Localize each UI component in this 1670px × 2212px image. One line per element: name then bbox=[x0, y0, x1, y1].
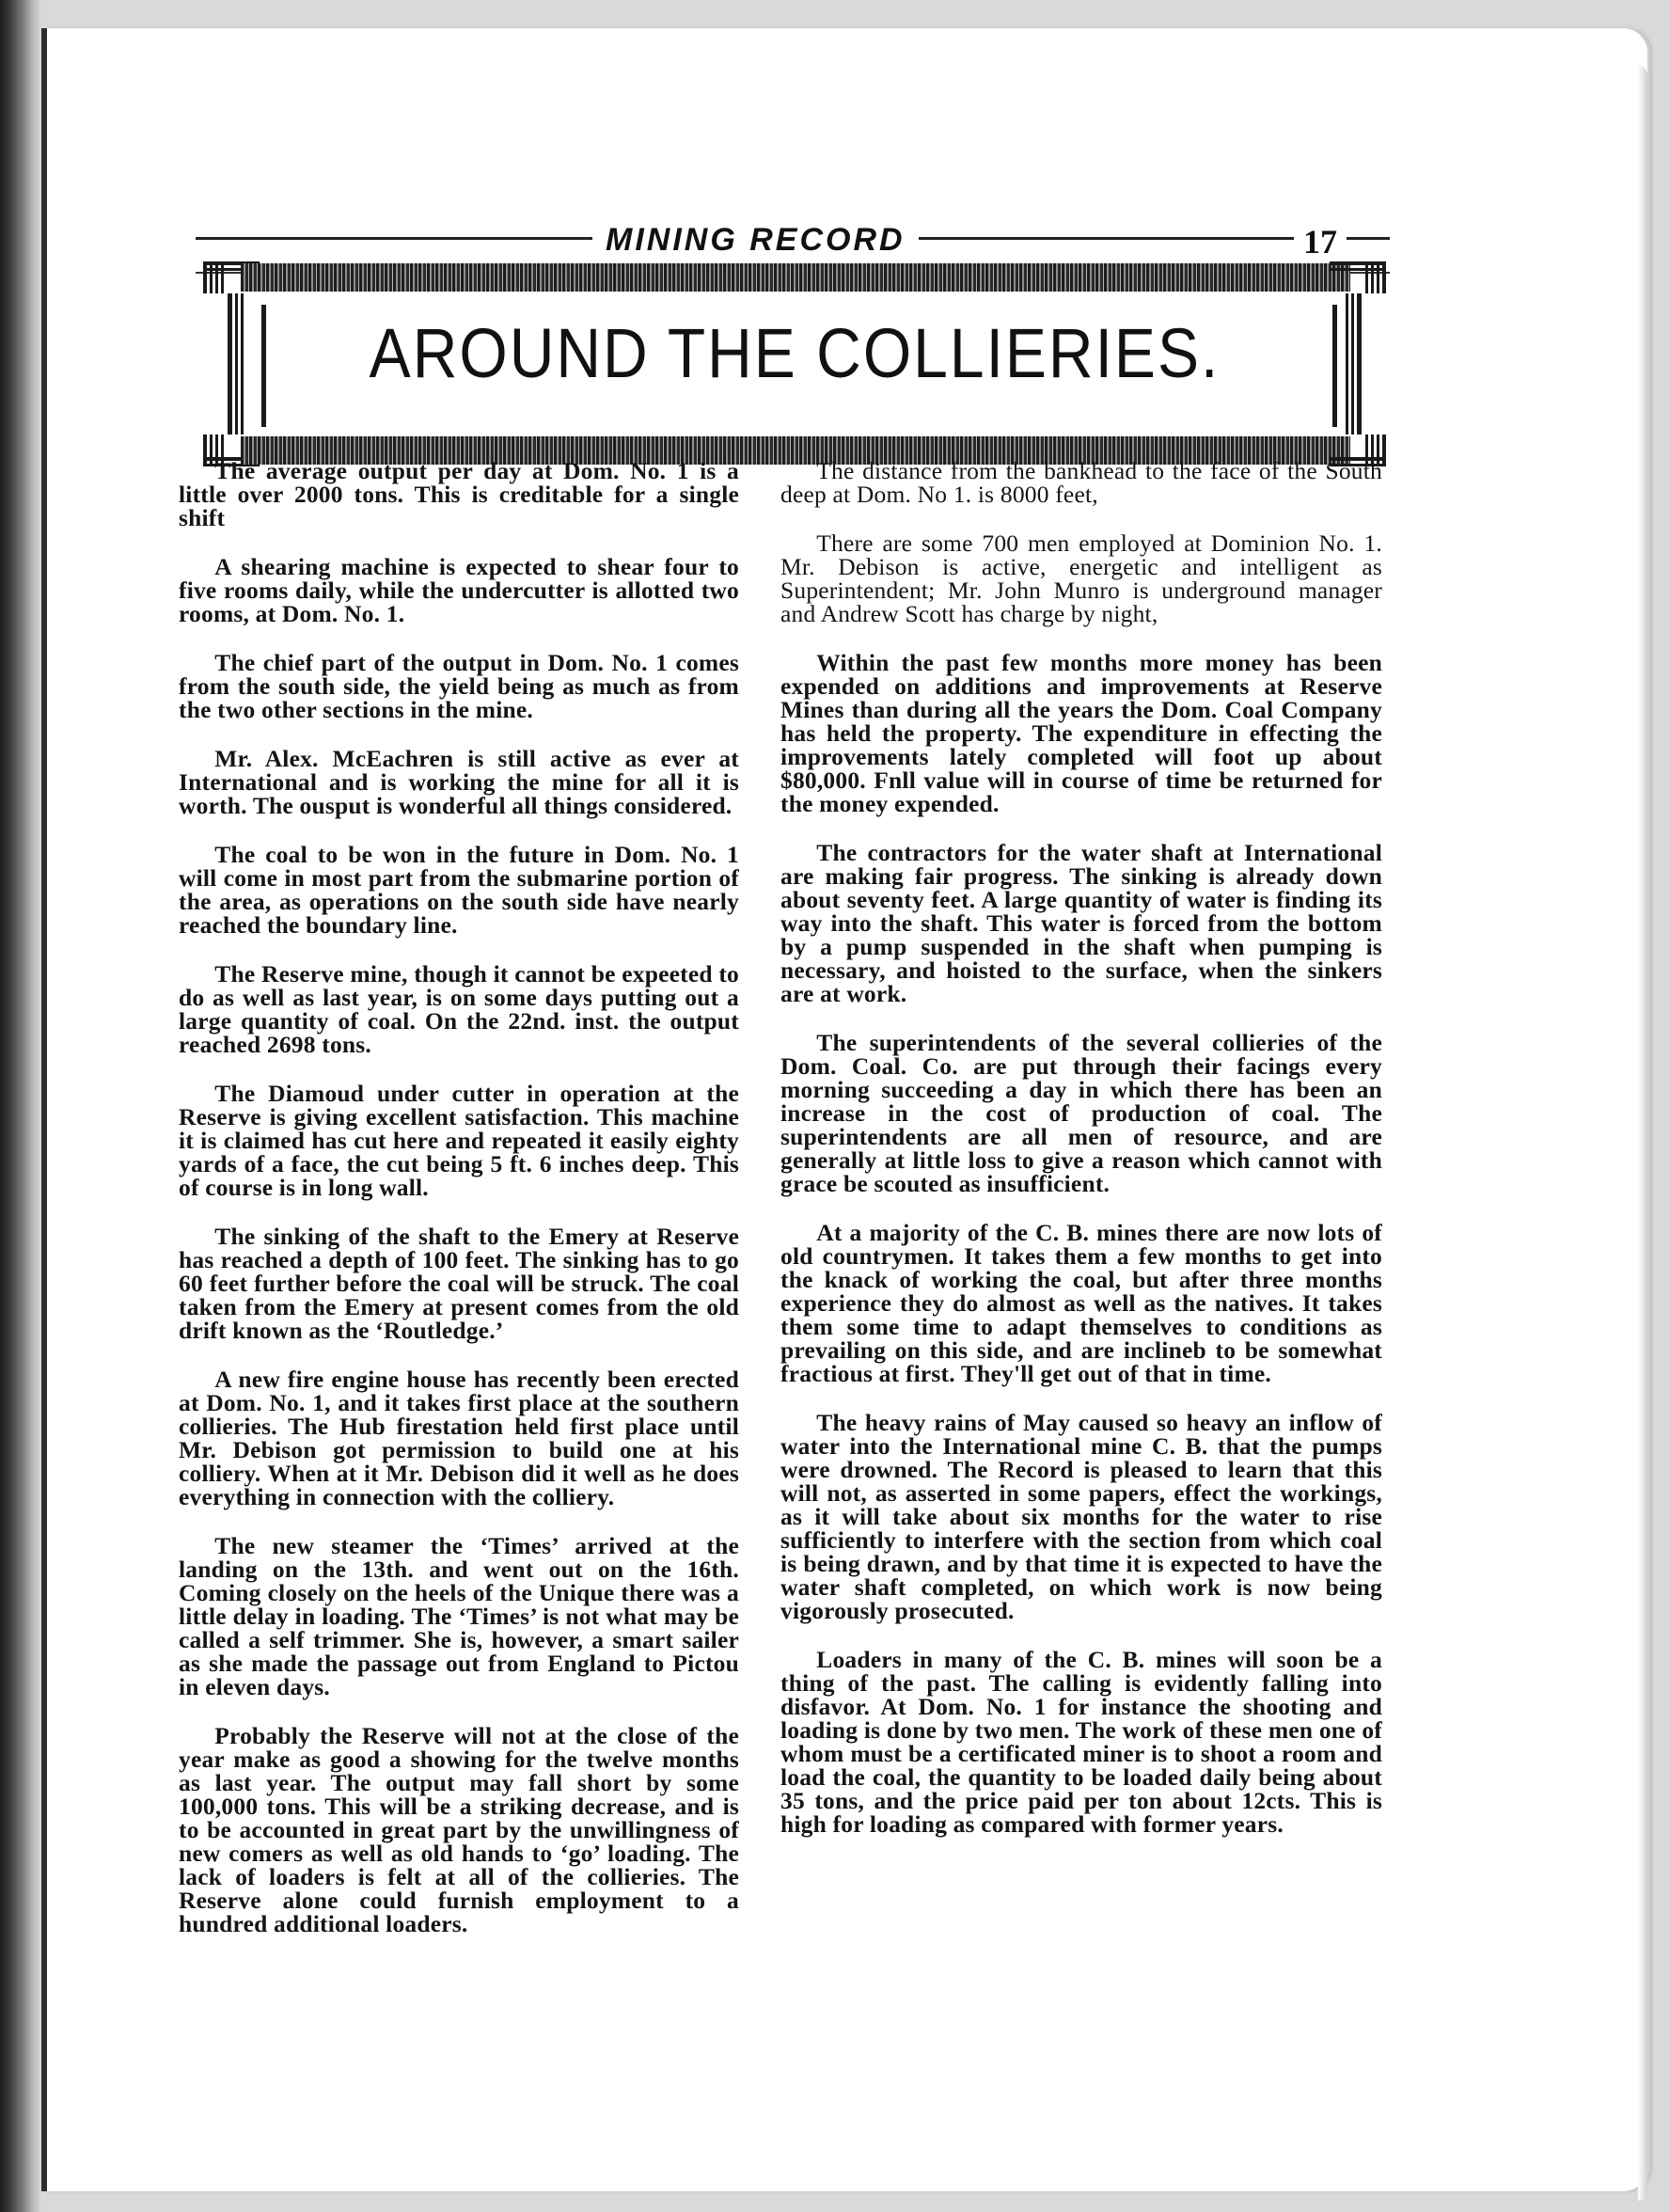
paragraph: There are some 700 men employed at Dominion No. 1. Mr. Debison is active, energetic and intelligent as Superintendent; Mr. John Munro is underground manager and Andrew Scott has charge by night, bbox=[780, 529, 1382, 627]
paragraph: A new fire engine house has recently been erected at Dom. No. 1, and it takes first place at the southern collieries. The Hub firestation held first place until Mr. Debison got permission to build one at his colliery. When at it Mr. Debison did it well as he does everything in connection with the colliery. bbox=[179, 1366, 739, 1510]
paragraph: Probably the Reserve will not at the close of the year make as good a showing for the twelve months as last year. The output may fall short by some 100,000 tons. This will be a striking decrease, and is to be accounted in great part by the unwillingness of new comers as well as old hands to ‘go’ loading. The lack of loaders is felt at all of the collieries. The Reserve alone could furnish employment to a hundred additional loaders. bbox=[179, 1722, 739, 1937]
running-title: MINING RECORD bbox=[592, 218, 919, 261]
headline: AROUND THE COLLIERIES. bbox=[369, 313, 1221, 392]
paragraph: The sinking of the shaft to the Emery at Reserve has reached a depth of 100 feet. The sinking has to go 60 feet further before the coal will be struck. The coal taken from the Emery at present comes from the old drift known as the ‘Routledge.’ bbox=[179, 1223, 739, 1344]
paragraph: The average output per day at Dom. No. 1 is a little over 2000 tons. This is creditable for a single shift bbox=[179, 457, 739, 531]
page-spine bbox=[41, 28, 47, 2191]
paragraph: The Reserve mine, though it cannot be expeeted to do as well as last year, is on some days putting out a large quantity of coal. On the 22nd. inst. the output reached 2698 tons. bbox=[179, 960, 739, 1058]
scanner-left-edge bbox=[0, 0, 41, 2212]
paragraph: Within the past few months more money has been expended on additions and improvements at Reserve Mines than during all the years the Dom. Coal Company has held the property. The expenditure in effecting the improvements lately completed will foot up about $80,000. Fnll value will in course of time be returned for the money expended. bbox=[780, 649, 1382, 817]
paragraph: Loaders in many of the C. B. mines will soon be a thing of the past. The calling is evidently falling into disfavor. At Dom. No. 1 for instance the shooting and loading is done by two men. The work of these men one of whom must be a certificated miner is to shoot a room and load the coal, the quantity to be loaded daily being about 35 tons, and the price paid per ton about 12cts. This is high for loading as compared with former years. bbox=[780, 1646, 1382, 1838]
page-right-edge bbox=[1638, 66, 1647, 2201]
paragraph: Mr. Alex. McEachren is still active as ever at International and is working the mine for all it is worth. The ousput is wonderful all things considered. bbox=[179, 745, 739, 819]
title-banner bbox=[203, 256, 1386, 472]
paragraph: The new steamer the ‘Times’ arrived at the landing on the 13th. and went out on the 16th. Coming closely on the heels of the Unique there was a little delay in loading. The ‘Times’ is not what may be called a self trimmer. She is, however, a smart sailer as she made the passage out from England to Pictou in eleven days. bbox=[179, 1532, 739, 1700]
paragraph: The heavy rains of May caused so heavy an inflow of water into the International mine C. B. that the pumps were drowned. The Record is pleased to learn that this will not, as asserted in some papers, effect the workings, as it will take about six months for the water to rise sufficiently to interfere with the section from which coal is being drawn, and by that time it is expected to have the water shaft completed, on which work is now being vigorously prosecuted. bbox=[780, 1409, 1382, 1624]
banner-stripe-top bbox=[241, 263, 1350, 292]
paragraph: A shearing machine is expected to shear four to five rooms daily, while the undercutter is allotted two rooms, at Dom. No. 1. bbox=[179, 553, 739, 627]
page-number: 17 bbox=[1294, 220, 1347, 263]
banner-ornament-right bbox=[1330, 256, 1386, 472]
paragraph: At a majority of the C. B. mines there are now lots of old countrymen. It takes them a few months to get into the knack of working the coal, but after three months experience they do almost as well as the natives. It takes them some time to adapt themselves to conditions as prevailing on this side, and are inclineb to be somewhat fractious at first. They'll get out of that in time. bbox=[780, 1219, 1382, 1387]
paragraph: The chief part of the output in Dom. No. 1 comes from the south side, the yield being as much as from the two other sections in the mine. bbox=[179, 649, 739, 723]
paragraph: The superintendents of the several collieries of the Dom. Coal. Co. are put through their facings every morning succeeding a day in which there has been an increase in the cost of production of coal. The superintendents are all men of resource, and are generally at little loss to give a reason which cannot with grace be scouted as insufficient. bbox=[780, 1029, 1382, 1197]
paragraph: The contractors for the water shaft at International are making fair progress. The sinking is already down about seventy feet. A large quantity of water is finding its way into the shaft. This water is forced from the bottom by a pump suspended in the shaft when pumping is necessary, and hoisted to the surface, when the sinkers are at work. bbox=[780, 839, 1382, 1007]
paragraph: The Diamoud under cutter in operation at the Reserve is giving excellent satisfaction. This machine it is claimed has cut here and repeated it easily eighty yards of a face, the cut being 5 ft. 6 inches deep. This of course is in long wall. bbox=[179, 1080, 739, 1201]
paragraph: The coal to be won in the future in Dom. No. 1 will come in most part from the submarine portion of the area, as operations on the south side have nearly reached the boundary line. bbox=[179, 841, 739, 939]
article-column-left bbox=[179, 459, 739, 1961]
article-column-right bbox=[780, 459, 1382, 1861]
paragraph: The distance from the bankhead to the face of the South deep at Dom. No 1. is 8000 feet, bbox=[780, 457, 1382, 508]
